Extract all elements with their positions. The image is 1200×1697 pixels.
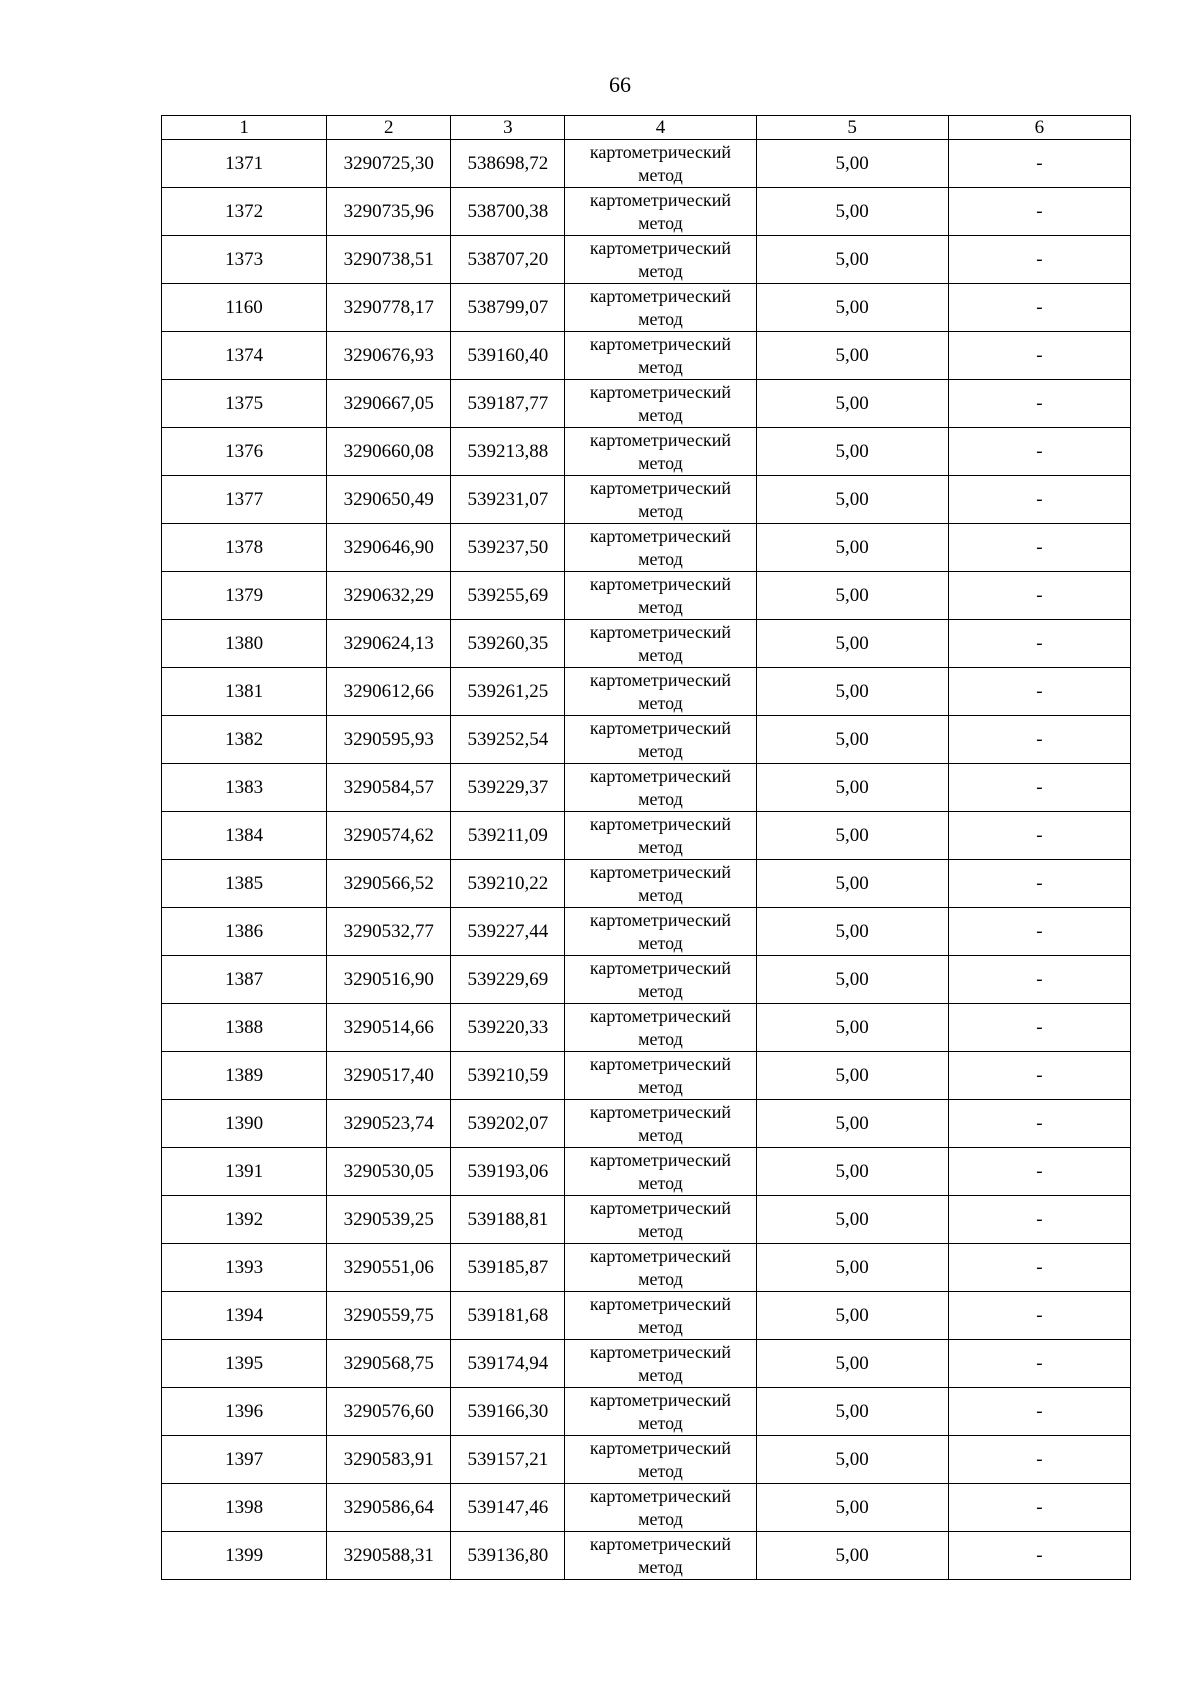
x-coordinate-cell: 3290586,64 <box>327 1484 451 1532</box>
table-row <box>162 620 1131 668</box>
note-cell: - <box>948 1436 1130 1484</box>
table-row <box>162 572 1131 620</box>
table-row <box>162 764 1131 812</box>
accuracy-cell: 5,00 <box>756 1388 948 1436</box>
coordinates-table <box>161 115 1131 1580</box>
note-cell: - <box>948 476 1130 524</box>
method-cell: картометрический метод <box>565 1004 756 1052</box>
y-coordinate-cell: 539260,35 <box>451 620 565 668</box>
note-cell: - <box>948 1484 1130 1532</box>
method-cell: картометрический метод <box>565 1292 756 1340</box>
y-coordinate-cell: 539261,25 <box>451 668 565 716</box>
table-row <box>162 1532 1131 1580</box>
accuracy-cell: 5,00 <box>756 1340 948 1388</box>
x-coordinate-cell: 3290667,05 <box>327 380 451 428</box>
point-number-cell: 1382 <box>162 716 327 764</box>
accuracy-cell: 5,00 <box>756 236 948 284</box>
accuracy-cell: 5,00 <box>756 1004 948 1052</box>
y-coordinate-cell: 539147,46 <box>451 1484 565 1532</box>
table-row <box>162 1100 1131 1148</box>
table-row <box>162 1244 1131 1292</box>
method-cell: картометрический метод <box>565 956 756 1004</box>
table-row <box>162 1436 1131 1484</box>
column-header: 1 <box>162 116 327 140</box>
point-number-cell: 1387 <box>162 956 327 1004</box>
x-coordinate-cell: 3290624,13 <box>327 620 451 668</box>
y-coordinate-cell: 538698,72 <box>451 140 565 188</box>
accuracy-cell: 5,00 <box>756 284 948 332</box>
accuracy-cell: 5,00 <box>756 1484 948 1532</box>
y-coordinate-cell: 539187,77 <box>451 380 565 428</box>
note-cell: - <box>948 428 1130 476</box>
x-coordinate-cell: 3290532,77 <box>327 908 451 956</box>
accuracy-cell: 5,00 <box>756 812 948 860</box>
x-coordinate-cell: 3290517,40 <box>327 1052 451 1100</box>
table-row <box>162 236 1131 284</box>
method-cell: картометрический метод <box>565 1388 756 1436</box>
x-coordinate-cell: 3290568,75 <box>327 1340 451 1388</box>
y-coordinate-cell: 539237,50 <box>451 524 565 572</box>
header-row <box>162 116 1131 140</box>
accuracy-cell: 5,00 <box>756 188 948 236</box>
table-row <box>162 1484 1131 1532</box>
accuracy-cell: 5,00 <box>756 524 948 572</box>
x-coordinate-cell: 3290588,31 <box>327 1532 451 1580</box>
method-cell: картометрический метод <box>565 332 756 380</box>
column-header: 5 <box>756 116 948 140</box>
note-cell: - <box>948 332 1130 380</box>
y-coordinate-cell: 539211,09 <box>451 812 565 860</box>
note-cell: - <box>948 1292 1130 1340</box>
method-cell: картометрический метод <box>565 524 756 572</box>
method-cell: картометрический метод <box>565 860 756 908</box>
method-cell: картометрический метод <box>565 1532 756 1580</box>
accuracy-cell: 5,00 <box>756 1148 948 1196</box>
table-row <box>162 188 1131 236</box>
accuracy-cell: 5,00 <box>756 140 948 188</box>
accuracy-cell: 5,00 <box>756 428 948 476</box>
table-row <box>162 812 1131 860</box>
x-coordinate-cell: 3290660,08 <box>327 428 451 476</box>
method-cell: картометрический метод <box>565 1484 756 1532</box>
point-number-cell: 1380 <box>162 620 327 668</box>
point-number-cell: 1395 <box>162 1340 327 1388</box>
y-coordinate-cell: 539210,22 <box>451 860 565 908</box>
point-number-cell: 1391 <box>162 1148 327 1196</box>
x-coordinate-cell: 3290583,91 <box>327 1436 451 1484</box>
note-cell: - <box>948 1148 1130 1196</box>
table-row <box>162 332 1131 380</box>
note-cell: - <box>948 1388 1130 1436</box>
x-coordinate-cell: 3290632,29 <box>327 572 451 620</box>
note-cell: - <box>948 1340 1130 1388</box>
method-cell: картометрический метод <box>565 908 756 956</box>
table-row <box>162 380 1131 428</box>
point-number-cell: 1375 <box>162 380 327 428</box>
accuracy-cell: 5,00 <box>756 476 948 524</box>
method-cell: картометрический метод <box>565 1436 756 1484</box>
y-coordinate-cell: 539229,69 <box>451 956 565 1004</box>
point-number-cell: 1385 <box>162 860 327 908</box>
accuracy-cell: 5,00 <box>756 1244 948 1292</box>
method-cell: картометрический метод <box>565 140 756 188</box>
table-row <box>162 860 1131 908</box>
note-cell: - <box>948 188 1130 236</box>
page-number: 66 <box>609 72 631 97</box>
y-coordinate-cell: 539166,30 <box>451 1388 565 1436</box>
accuracy-cell: 5,00 <box>756 1196 948 1244</box>
x-coordinate-cell: 3290514,66 <box>327 1004 451 1052</box>
point-number-cell: 1398 <box>162 1484 327 1532</box>
method-cell: картометрический метод <box>565 1196 756 1244</box>
point-number-cell: 1393 <box>162 1244 327 1292</box>
x-coordinate-cell: 3290725,30 <box>327 140 451 188</box>
point-number-cell: 1390 <box>162 1100 327 1148</box>
x-coordinate-cell: 3290646,90 <box>327 524 451 572</box>
method-cell: картометрический метод <box>565 572 756 620</box>
note-cell: - <box>948 236 1130 284</box>
method-cell: картометрический метод <box>565 1340 756 1388</box>
accuracy-cell: 5,00 <box>756 860 948 908</box>
table-row <box>162 668 1131 716</box>
x-coordinate-cell: 3290650,49 <box>327 476 451 524</box>
point-number-cell: 1396 <box>162 1388 327 1436</box>
accuracy-cell: 5,00 <box>756 572 948 620</box>
column-header: 3 <box>451 116 565 140</box>
y-coordinate-cell: 539210,59 <box>451 1052 565 1100</box>
table-row <box>162 1052 1131 1100</box>
column-header: 2 <box>327 116 451 140</box>
y-coordinate-cell: 539174,94 <box>451 1340 565 1388</box>
table-header <box>162 116 1131 140</box>
method-cell: картометрический метод <box>565 236 756 284</box>
x-coordinate-cell: 3290584,57 <box>327 764 451 812</box>
note-cell: - <box>948 620 1130 668</box>
accuracy-cell: 5,00 <box>756 380 948 428</box>
point-number-cell: 1378 <box>162 524 327 572</box>
table-row <box>162 956 1131 1004</box>
table-row <box>162 140 1131 188</box>
y-coordinate-cell: 539213,88 <box>451 428 565 476</box>
y-coordinate-cell: 539188,81 <box>451 1196 565 1244</box>
accuracy-cell: 5,00 <box>756 764 948 812</box>
y-coordinate-cell: 539229,37 <box>451 764 565 812</box>
point-number-cell: 1392 <box>162 1196 327 1244</box>
method-cell: картометрический метод <box>565 188 756 236</box>
note-cell: - <box>948 1052 1130 1100</box>
point-number-cell: 1383 <box>162 764 327 812</box>
y-coordinate-cell: 539160,40 <box>451 332 565 380</box>
x-coordinate-cell: 3290778,17 <box>327 284 451 332</box>
point-number-cell: 1376 <box>162 428 327 476</box>
point-number-cell: 1384 <box>162 812 327 860</box>
y-coordinate-cell: 538707,20 <box>451 236 565 284</box>
note-cell: - <box>948 860 1130 908</box>
method-cell: картометрический метод <box>565 284 756 332</box>
table-row <box>162 284 1131 332</box>
x-coordinate-cell: 3290735,96 <box>327 188 451 236</box>
x-coordinate-cell: 3290566,52 <box>327 860 451 908</box>
y-coordinate-cell: 539136,80 <box>451 1532 565 1580</box>
accuracy-cell: 5,00 <box>756 1532 948 1580</box>
note-cell: - <box>948 380 1130 428</box>
table-row <box>162 908 1131 956</box>
point-number-cell: 1394 <box>162 1292 327 1340</box>
table-row <box>162 1292 1131 1340</box>
x-coordinate-cell: 3290595,93 <box>327 716 451 764</box>
table-row <box>162 428 1131 476</box>
point-number-cell: 1389 <box>162 1052 327 1100</box>
method-cell: картометрический метод <box>565 1244 756 1292</box>
note-cell: - <box>948 1532 1130 1580</box>
y-coordinate-cell: 539185,87 <box>451 1244 565 1292</box>
x-coordinate-cell: 3290523,74 <box>327 1100 451 1148</box>
y-coordinate-cell: 539157,21 <box>451 1436 565 1484</box>
note-cell: - <box>948 1004 1130 1052</box>
x-coordinate-cell: 3290574,62 <box>327 812 451 860</box>
y-coordinate-cell: 539193,06 <box>451 1148 565 1196</box>
note-cell: - <box>948 1100 1130 1148</box>
accuracy-cell: 5,00 <box>756 332 948 380</box>
accuracy-cell: 5,00 <box>756 908 948 956</box>
accuracy-cell: 5,00 <box>756 620 948 668</box>
x-coordinate-cell: 3290539,25 <box>327 1196 451 1244</box>
method-cell: картометрический метод <box>565 428 756 476</box>
accuracy-cell: 5,00 <box>756 1052 948 1100</box>
point-number-cell: 1377 <box>162 476 327 524</box>
x-coordinate-cell: 3290738,51 <box>327 236 451 284</box>
point-number-cell: 1371 <box>162 140 327 188</box>
method-cell: картометрический метод <box>565 668 756 716</box>
y-coordinate-cell: 539255,69 <box>451 572 565 620</box>
point-number-cell: 1399 <box>162 1532 327 1580</box>
x-coordinate-cell: 3290516,90 <box>327 956 451 1004</box>
y-coordinate-cell: 539220,33 <box>451 1004 565 1052</box>
note-cell: - <box>948 908 1130 956</box>
point-number-cell: 1397 <box>162 1436 327 1484</box>
accuracy-cell: 5,00 <box>756 1292 948 1340</box>
point-number-cell: 1388 <box>162 1004 327 1052</box>
y-coordinate-cell: 539181,68 <box>451 1292 565 1340</box>
point-number-cell: 1386 <box>162 908 327 956</box>
table-body <box>162 140 1131 1580</box>
x-coordinate-cell: 3290559,75 <box>327 1292 451 1340</box>
accuracy-cell: 5,00 <box>756 1436 948 1484</box>
point-number-cell: 1374 <box>162 332 327 380</box>
note-cell: - <box>948 716 1130 764</box>
accuracy-cell: 5,00 <box>756 716 948 764</box>
note-cell: - <box>948 140 1130 188</box>
accuracy-cell: 5,00 <box>756 956 948 1004</box>
point-number-cell: 1373 <box>162 236 327 284</box>
table-row <box>162 1388 1131 1436</box>
table-row <box>162 524 1131 572</box>
y-coordinate-cell: 539202,07 <box>451 1100 565 1148</box>
accuracy-cell: 5,00 <box>756 1100 948 1148</box>
accuracy-cell: 5,00 <box>756 668 948 716</box>
table-row <box>162 716 1131 764</box>
table-row <box>162 1196 1131 1244</box>
method-cell: картометрический метод <box>565 1100 756 1148</box>
note-cell: - <box>948 572 1130 620</box>
y-coordinate-cell: 539231,07 <box>451 476 565 524</box>
x-coordinate-cell: 3290612,66 <box>327 668 451 716</box>
note-cell: - <box>948 668 1130 716</box>
method-cell: картометрический метод <box>565 476 756 524</box>
point-number-cell: 1379 <box>162 572 327 620</box>
column-header: 4 <box>565 116 756 140</box>
method-cell: картометрический метод <box>565 620 756 668</box>
x-coordinate-cell: 3290551,06 <box>327 1244 451 1292</box>
method-cell: картометрический метод <box>565 812 756 860</box>
table-row <box>162 1148 1131 1196</box>
y-coordinate-cell: 539252,54 <box>451 716 565 764</box>
x-coordinate-cell: 3290676,93 <box>327 332 451 380</box>
point-number-cell: 1381 <box>162 668 327 716</box>
point-number-cell: 1372 <box>162 188 327 236</box>
method-cell: картометрический метод <box>565 716 756 764</box>
note-cell: - <box>948 524 1130 572</box>
note-cell: - <box>948 1244 1130 1292</box>
note-cell: - <box>948 956 1130 1004</box>
x-coordinate-cell: 3290530,05 <box>327 1148 451 1196</box>
note-cell: - <box>948 764 1130 812</box>
y-coordinate-cell: 539227,44 <box>451 908 565 956</box>
method-cell: картометрический метод <box>565 380 756 428</box>
method-cell: картометрический метод <box>565 764 756 812</box>
y-coordinate-cell: 538799,07 <box>451 284 565 332</box>
x-coordinate-cell: 3290576,60 <box>327 1388 451 1436</box>
column-header: 6 <box>948 116 1130 140</box>
table-row <box>162 1340 1131 1388</box>
method-cell: картометрический метод <box>565 1148 756 1196</box>
note-cell: - <box>948 284 1130 332</box>
table-row <box>162 476 1131 524</box>
note-cell: - <box>948 1196 1130 1244</box>
y-coordinate-cell: 538700,38 <box>451 188 565 236</box>
method-cell: картометрический метод <box>565 1052 756 1100</box>
note-cell: - <box>948 812 1130 860</box>
table-row <box>162 1004 1131 1052</box>
point-number-cell: 1160 <box>162 284 327 332</box>
